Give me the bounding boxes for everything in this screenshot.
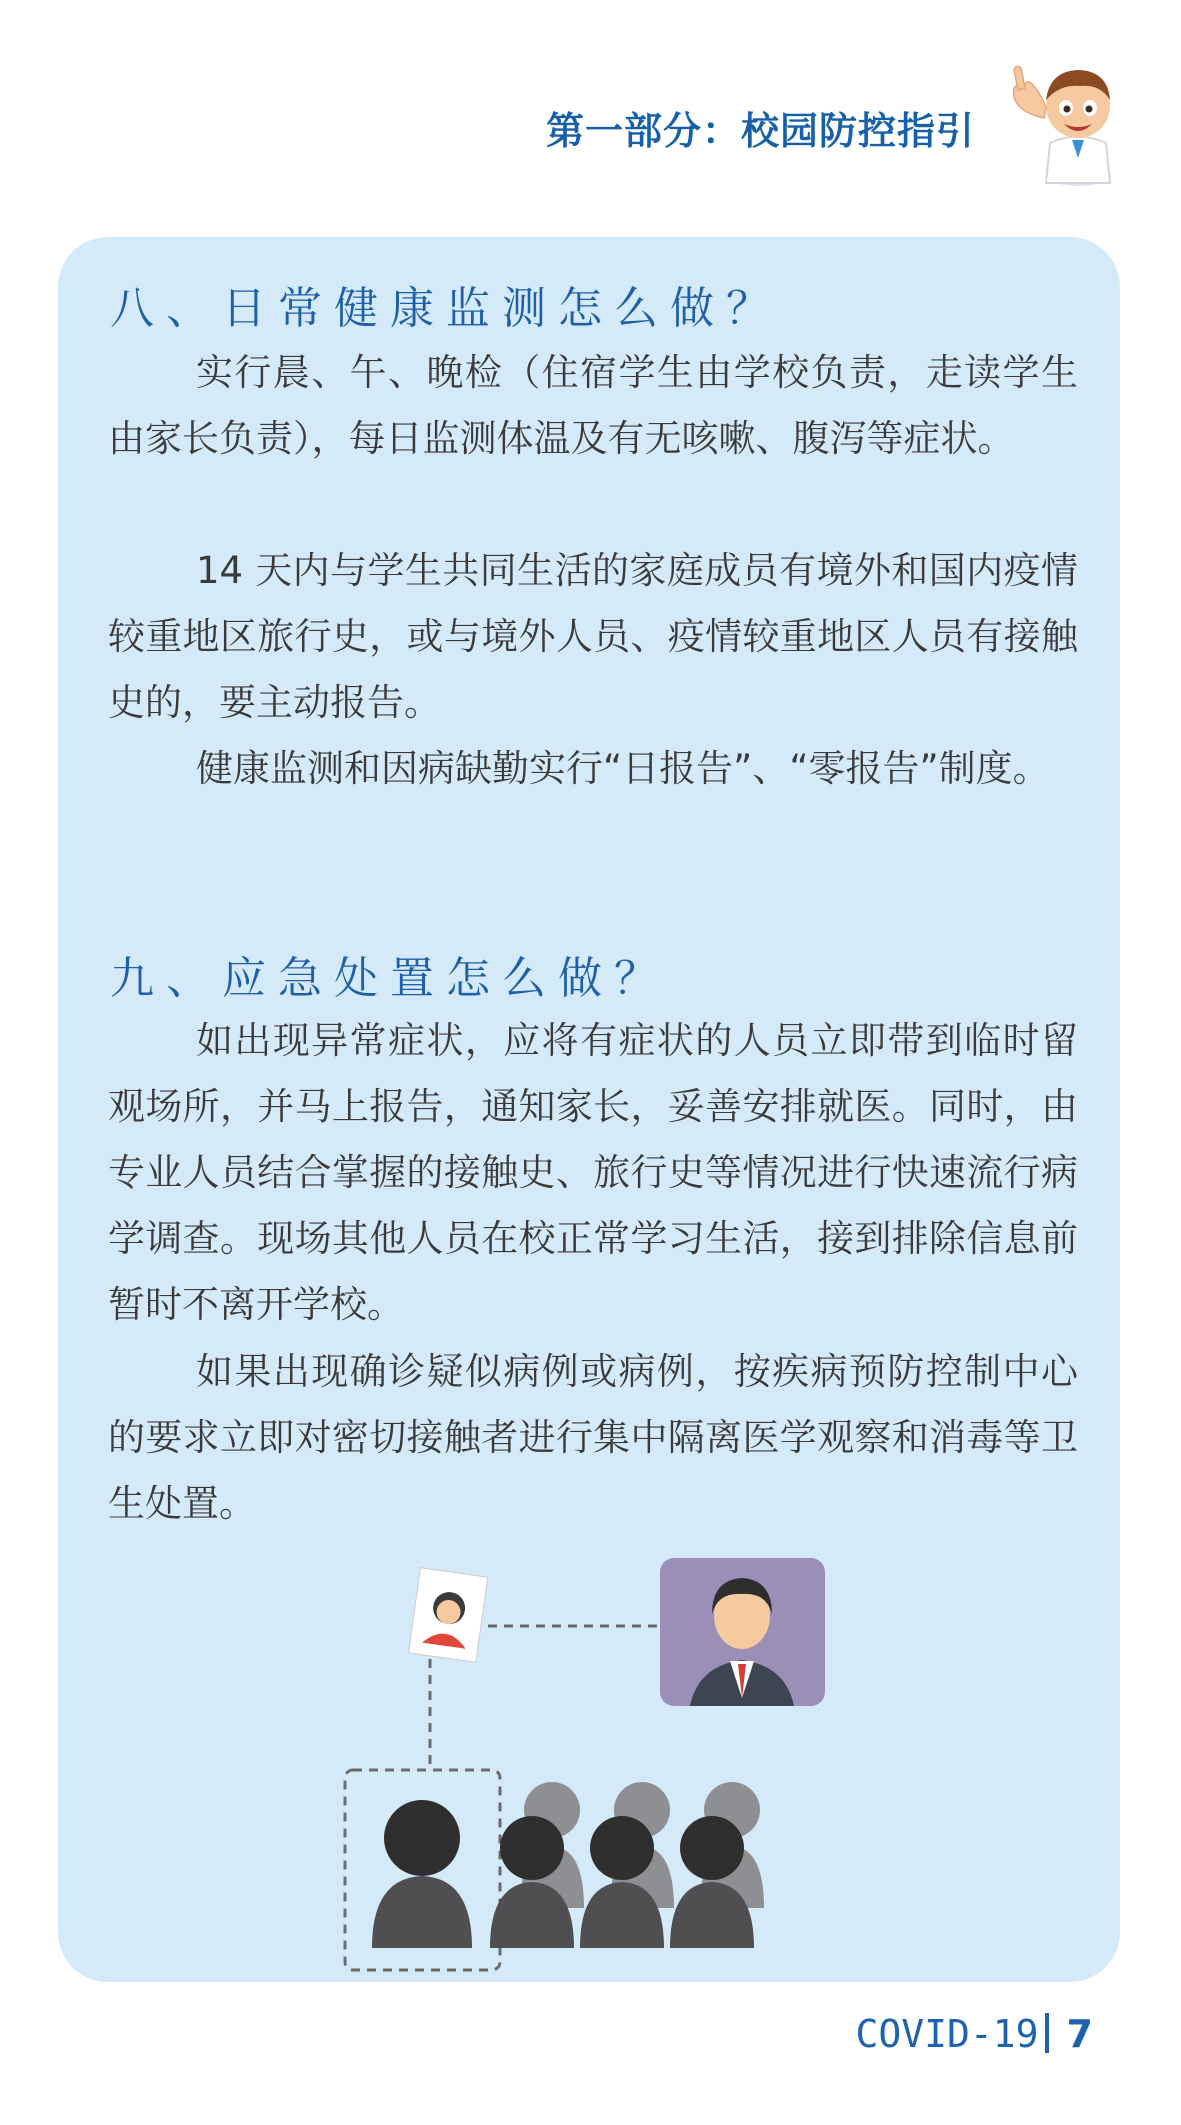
paragraph: 14 天内与学生共同生活的家庭成员有境外和国内疫情较重地区旅行史，或与境外人员、疫情较重地区人员有接触史的，要主动报告。 <box>108 549 1078 724</box>
section-heading-emergency-response: 九、应急处置怎么做？ <box>110 953 670 1004</box>
suspect-photo-icon <box>408 1568 487 1663</box>
health-official-icon <box>660 1558 825 1706</box>
contact-tracing-illustration <box>330 1548 850 1978</box>
paragraph: 实行晨、午、晚检（住宿学生由学校负责，走读学生由家长负责），每日监测体温及有无咳嗽、腹泻等症状。 <box>108 351 1078 460</box>
footer-label: COVID-19 <box>855 2012 1039 2056</box>
paragraph: 如出现异常症状，应将有症状的人员立即带到临时留观场所，并马上报告，通知家长，妥善安排就医。同时，由专业人员结合掌握的接触史、旅行史等情况进行快速流行病学调查。现场其他人员在校正常学习生活，接到排除信息前暂时不离开学校。 <box>108 1019 1078 1326</box>
isolated-person-icon <box>372 1800 472 1948</box>
footer-divider <box>1045 2013 1049 2053</box>
page-number: 7 <box>1066 2012 1093 2056</box>
paragraph: 健康监测和因病缺勤实行“日报告”、“零报告”制度。 <box>196 747 1050 790</box>
contact-group-icon <box>490 1782 764 1948</box>
doctor-mascot-icon <box>1000 48 1130 188</box>
paragraph: 如果出现确诊疑似病例或病例，按疾病预防控制中心的要求立即对密切接触者进行集中隔离医学观察和消毒等卫生处置。 <box>108 1350 1078 1525</box>
page-footer <box>856 2012 1093 2056</box>
section-heading-daily-monitoring: 八、日常健康监测怎么做？ <box>110 283 782 334</box>
page-title: 第一部分：校园防控指引 <box>545 109 975 153</box>
